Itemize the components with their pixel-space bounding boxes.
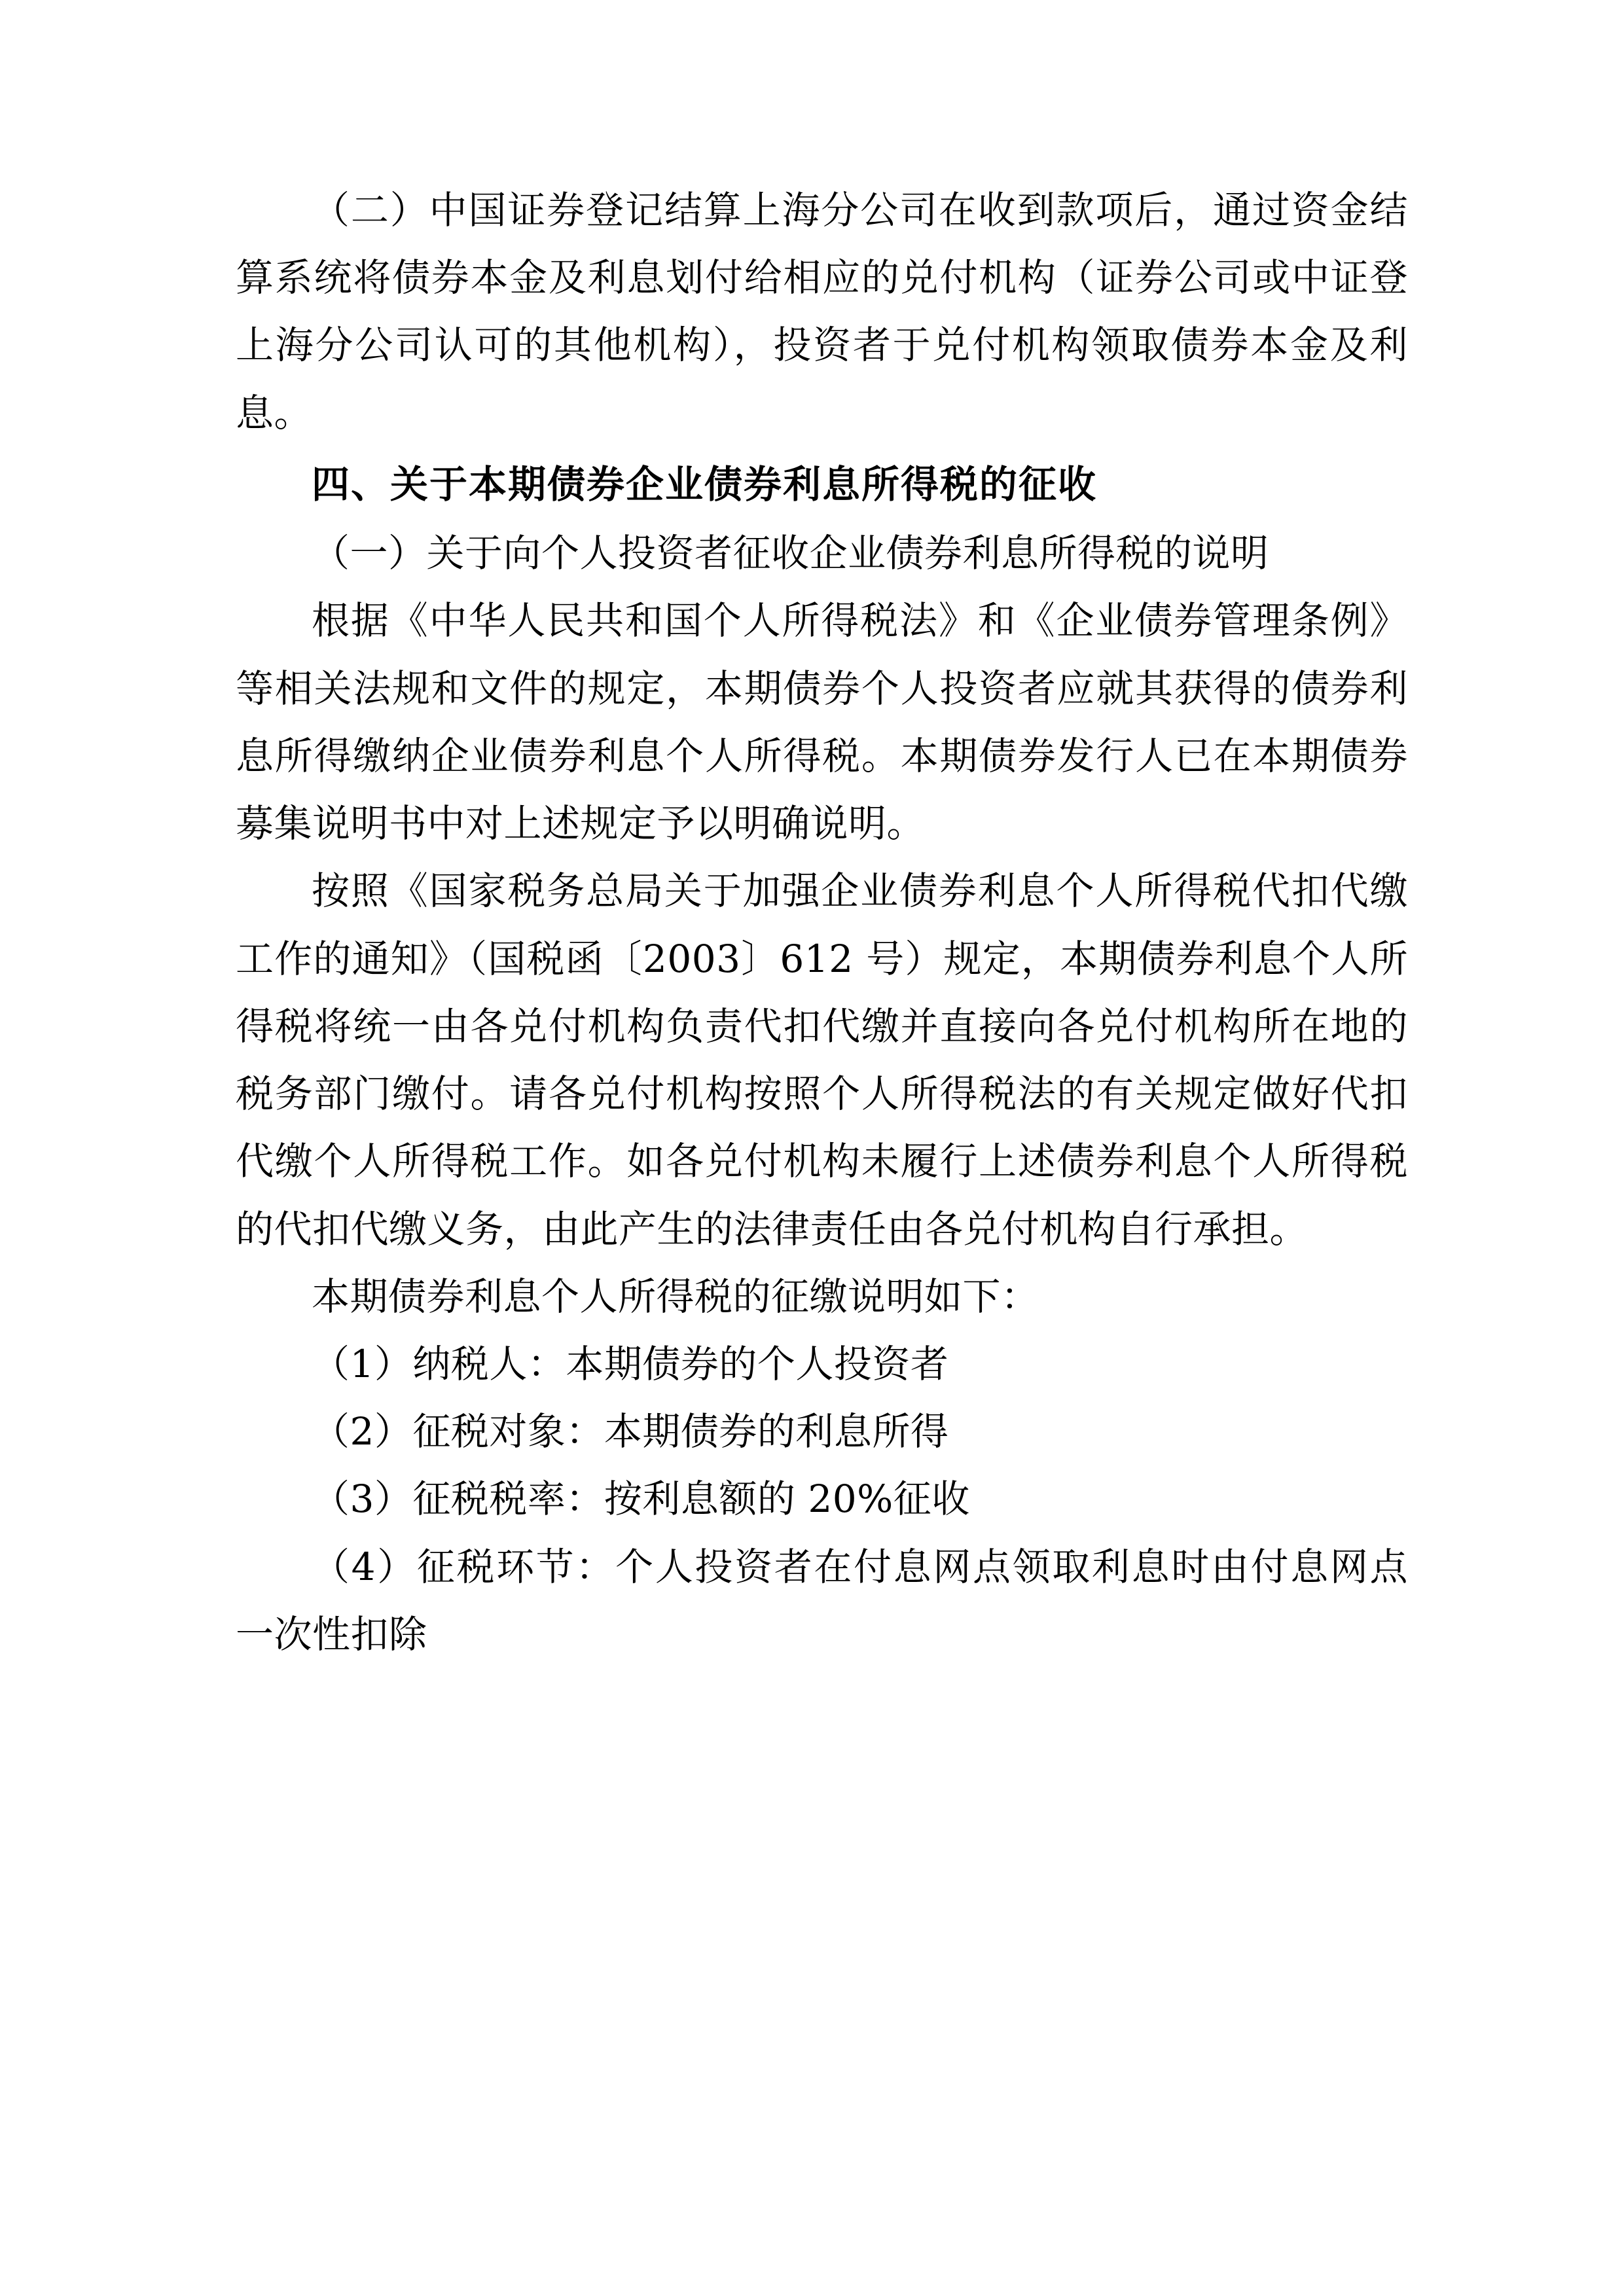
paragraph-section-three-item-two: （二）中国证券登记结算上海分公司在收到款项后，通过资金结算系统将债券本金及利息划付给相应的兑付机构（证券公司或中证登上海分公司认可的其他机构），投资者于兑付机构领取债券本金及利息。 xyxy=(236,188,1408,435)
list-item-tax-rate: （3）征税税率：按利息额的 20%征收 xyxy=(312,1477,970,1522)
document-body xyxy=(236,177,1408,1668)
paragraph-tax-collection-intro: 本期债券利息个人所得税的征缴说明如下： xyxy=(312,1274,1039,1319)
list-item-taxpayer: （1）纳税人：本期债券的个人投资者 xyxy=(312,1341,949,1386)
heading-section-four: 四、关于本期债券企业债券利息所得税的征收 xyxy=(312,461,1098,507)
paragraph-legal-basis: 根据《中华人民共和国个人所得税法》和《企业债券管理条例》等相关法规和文件的规定，本期债券个人投资者应就其获得的债券利息所得缴纳企业债券利息个人所得税。本期债券发行人已在本期债券募集说明书中对上述规定予以明确说明。 xyxy=(236,598,1408,846)
list-item-tax-object: （2）征税对象：本期债券的利息所得 xyxy=(312,1409,949,1454)
list-item-tax-stage: （4）征税环节：个人投资者在付息网点领取利息时由付息网点一次性扣除 xyxy=(236,1544,1408,1657)
paragraph-withholding-notice: 按照《国家税务总局关于加强企业债券利息个人所得税代扣代缴工作的通知》（国税函〔2003〕612 号）规定，本期债券利息个人所得税将统一由各兑付机构负责代扣代缴并直接向各兑付机构所在地的税务部门缴付。请各兑付机构按照个人所得税法的有关规定做好代扣代缴个人所得税工作。如各兑付机构未履行上述债券利息个人所得税的代扣代缴义务，由此产生的法律责任由各兑付机构自行承担。 xyxy=(236,869,1408,1251)
paragraph-section-four-item-one: （一）关于向个人投资者征收企业债券利息所得税的说明 xyxy=(312,531,1269,576)
